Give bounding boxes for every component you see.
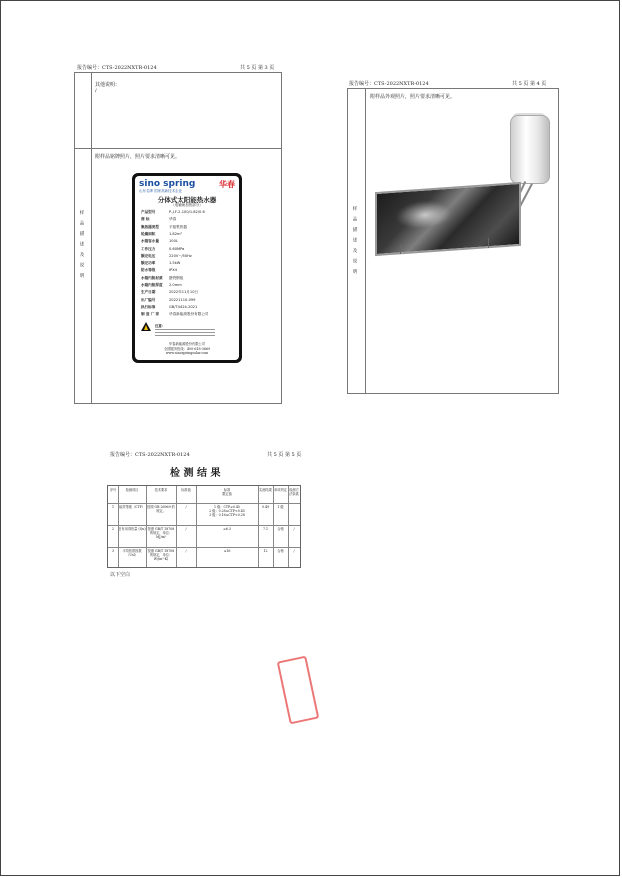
nameplate-row-key: 轮廓面积 [141,231,156,236]
report-number: 报告编号：CTS-2022NXTR-0124 [349,81,429,87]
nameplate-row [141,305,197,309]
nameplate-row-value: 100L [169,239,178,244]
nameplate-photo [132,173,242,363]
nameplate-row [141,312,209,316]
table-cell: 1 级 [277,505,284,509]
table-cell: 合格 [277,527,284,531]
nameplate-row [141,210,205,214]
page-info: 共 5 页 第 5 页 [267,452,302,458]
table-cell: 0.49 [261,505,270,509]
report-number: 报告编号：CTS-2022NXTR-0124 [110,452,190,458]
nameplate-row [141,232,182,236]
table-cell: 按照 GB/T 18708 的规定，单位：W/(m³·K) [147,549,175,561]
nameplate-row [141,298,195,302]
nameplate-row [141,217,176,221]
page-info: 共 5 页 第 4 页 [512,81,547,87]
table-header-cell: 标准值 [181,488,191,492]
nameplate-row-value: 搪瓷钢板 [169,275,184,280]
table-header-cell: 实测结果 [259,488,272,492]
nameplate-row-value: GB/T4424-2021 [169,304,198,309]
other-notes-label: 其他说明： [95,82,121,88]
warning-label: 注意： [155,324,166,328]
nameplate-subtitle: （电辅助加热部分） [171,203,203,207]
other-notes-value: / [95,88,97,94]
table-cell: 12 [263,549,268,553]
nameplate-row-value: 华春 [169,217,177,222]
table-header-cell: 序号 [109,488,117,492]
nameplate-row-key: 水箱容水量 [141,239,159,244]
table-cell: 日有用得热量 (Qu) [118,527,146,531]
nameplate-row-key: 产品型号 [141,210,156,214]
table-header-cell: 检测项目 [125,488,139,492]
nameplate-row-value: P-J-F-2-100/1.82/0.6 [169,210,205,214]
nameplate-row-value: 1.5kW [169,261,181,266]
nameplate-row-value: 0.60MPa [169,246,185,251]
nameplate-row [141,283,182,287]
nameplate-row [141,239,178,243]
table-cell: 7.1 [262,527,269,531]
nameplate-title: 分体式太阳能热水器 [157,196,217,204]
table-cell: 3 [111,549,115,553]
results-title: 检 测 结 果 [170,468,221,479]
nameplate-row [141,261,180,265]
nameplate-hotline: 全国服务热线：400-618-3669 [163,347,211,351]
table-cell: 平均热损因数（Usl） [122,549,142,557]
nameplate-row-key: 制 造 厂 家 [141,312,160,317]
report-number: 报告编号：CTS-2022NXTR-0124 [77,65,157,71]
page-info: 共 5 页 第 3 页 [240,65,275,71]
nameplate-row [141,254,192,258]
results-table [107,485,301,568]
table-cell: / [185,527,187,531]
table-cell: 能效等级（CTP） [119,505,145,509]
side-label: 样品描述及说明 [79,210,84,284]
nameplate-row-key: 工作压力 [141,246,156,251]
table-header-cell: 单项判定 [274,488,287,492]
nameplate-row [141,225,187,229]
table-cell: / [293,549,295,553]
nameplate-row [141,276,183,280]
nameplate-row [141,290,198,294]
nameplate-url: www.sinospringsolar.com [165,351,209,355]
nameplate-row-value: 20221110-099 [169,297,196,302]
nameplate-row-value: 平板集热器 [169,224,187,229]
water-tank [510,115,550,184]
nameplate-row-key: 出厂编号 [141,297,156,302]
brand-logo: sino spring [139,179,196,189]
table-cell: / [185,505,187,509]
nameplate-row-key: 额定功率 [141,261,156,266]
table-cell: ≤16 [223,549,231,553]
nameplate-row-value: 华春新能源股份有限公司 [169,312,209,317]
nameplate-row-value: 2.0mm [169,283,182,287]
table-cell: 1 级：CTP≥0.45 2 级：0.28≤CTP<0.45 3 级：0.16≤CTP<0.28 [209,505,245,517]
nameplate-row-key: 集热器类型 [141,224,159,229]
nameplate-company: 华春新能源股份有限公司 [168,342,206,346]
table-cell: 2 [111,527,115,531]
table-cell: 1 [111,505,115,509]
nameplate-row-key: 生产日期 [141,290,156,295]
table-header-cell: 技术要求 [154,488,168,492]
nameplate-row-key: 防水等级 [141,268,156,273]
blank-below-note: 以下空白 [110,572,131,578]
nameplate-row-key: 水箱内胆材质 [141,275,163,280]
table-cell: 按照 GB 26969 的规定。 [147,505,175,513]
nameplate-row-value: IPX4 [169,268,177,273]
brand-logo-cn: 华春 [219,180,235,189]
nameplate-row [141,247,184,251]
table-cell: / [185,549,187,553]
table-header-cell: 检测方法条款 [289,488,299,496]
side-label: 样品描述及说明 [352,206,357,280]
nameplate-row-value: 2022年11月10日 [169,290,199,295]
nameplate-photo-note: 附样品铭牌照片，照片要求清晰可见。 [95,154,181,160]
nameplate-row-key: 水箱内胆厚度 [141,283,163,287]
appearance-photo-note: 附样品外观照片，照片要求清晰可见。 [370,94,456,100]
table-cell: 合格 [277,549,284,553]
nameplate-row-key: 额定电压 [141,253,156,258]
nameplate-row-key: 商 标 [141,217,150,222]
nameplate-row [141,268,177,272]
nameplate-row-value: 220V~/50Hz [169,253,192,258]
table-cell: / [293,527,295,531]
table-header-cell: 标准 限定值 [222,488,232,496]
nameplate-row-value: 1.82m² [169,231,182,236]
nameplate-row-key: 执行标准 [141,304,156,309]
table-cell: 按照 GB/T 18708 的规定，单位：MJ/m² [147,527,175,539]
brand-tagline: 山东名牌 国家高新技术企业 [139,189,183,193]
table-cell: ≥6.3 [223,527,231,531]
